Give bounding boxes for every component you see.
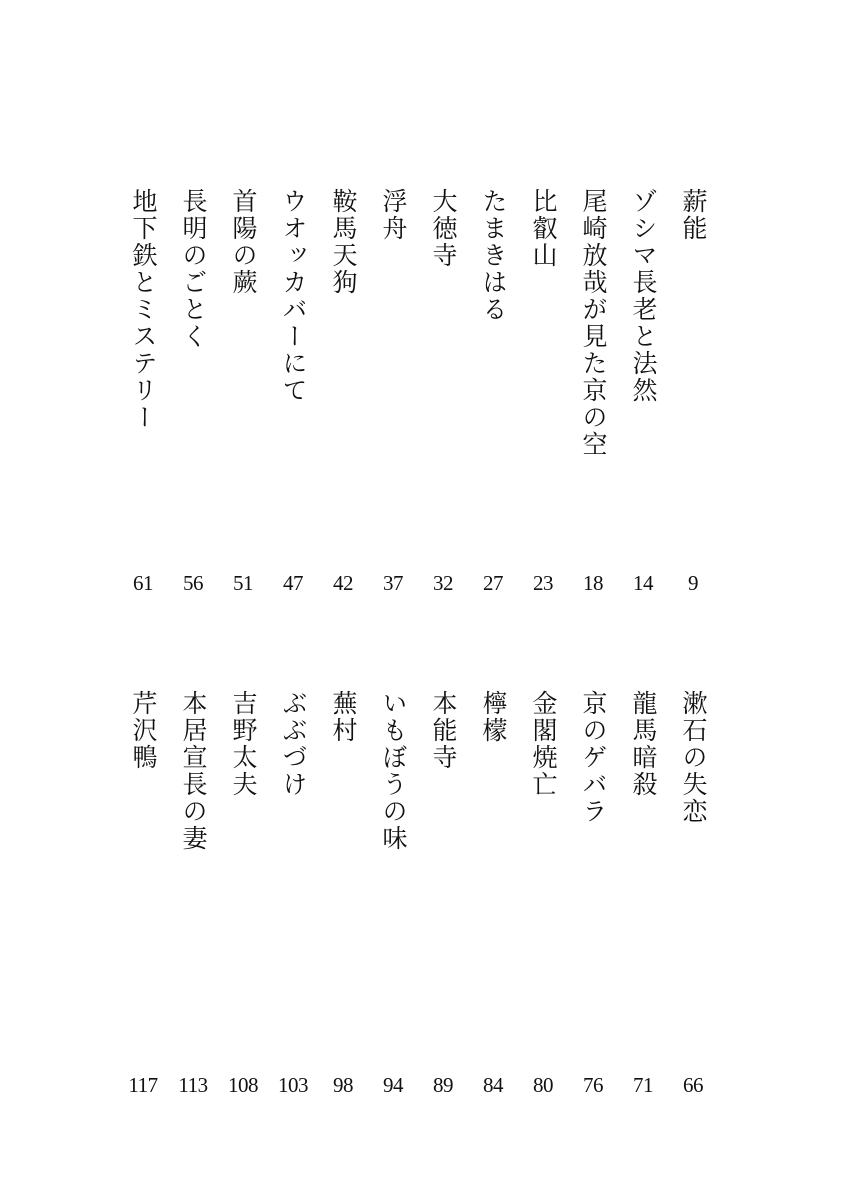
toc-entry-page: 80	[533, 1073, 553, 1097]
toc-block-top	[0, 188, 841, 608]
toc-entry-title: 金閣焼亡	[529, 690, 558, 798]
toc-entry-title: 吉野太夫	[229, 690, 258, 798]
toc-entry-title: ぶぶづけ	[279, 690, 308, 798]
toc-entry-title: 鞍馬天狗	[329, 188, 358, 296]
toc-entry[interactable]	[668, 188, 718, 608]
toc-entry-page: 113	[178, 1073, 208, 1097]
toc-entry[interactable]	[568, 690, 618, 1110]
toc-entry[interactable]	[268, 690, 318, 1110]
toc-entry[interactable]	[518, 690, 568, 1110]
toc-entry[interactable]	[418, 188, 468, 608]
toc-entry-page: 37	[383, 571, 403, 595]
toc-entry[interactable]	[368, 188, 418, 608]
toc-entry-page: 117	[128, 1073, 158, 1097]
toc-entry-title: 首陽の蕨	[229, 188, 258, 296]
toc-entry-title: 長明のごとく	[179, 188, 208, 350]
toc-entry-page: 108	[228, 1073, 258, 1097]
toc-entry-title: 地下鉄とミステリー	[129, 188, 158, 431]
toc-entry[interactable]	[168, 188, 218, 608]
toc-entry[interactable]	[618, 188, 668, 608]
toc-entry-page: 76	[583, 1073, 603, 1097]
toc-entry-page: 66	[683, 1073, 703, 1097]
toc-entry-page: 32	[433, 571, 453, 595]
toc-block-bottom	[0, 690, 841, 1110]
toc-entry[interactable]	[468, 188, 518, 608]
toc-entry[interactable]	[468, 690, 518, 1110]
toc-entry-page: 84	[483, 1073, 503, 1097]
toc-entry-page: 61	[133, 571, 153, 595]
toc-entry-page: 71	[633, 1073, 653, 1097]
toc-entry-title: 漱石の失恋	[679, 690, 708, 825]
toc-entry-title: 本居宣長の妻	[179, 690, 208, 852]
toc-entry-page: 9	[688, 571, 698, 595]
toc-entry[interactable]	[268, 188, 318, 608]
toc-entry-title: たまきはる	[479, 188, 508, 323]
toc-entry-title: 京のゲバラ	[579, 690, 608, 825]
toc-entry-title: 大徳寺	[429, 188, 458, 269]
toc-entry-title: 芹沢鴨	[129, 690, 158, 771]
toc-entry-title: いもぼうの味	[379, 690, 408, 852]
toc-entry[interactable]	[368, 690, 418, 1110]
toc-entry-page: 51	[233, 571, 253, 595]
toc-entry-title: 龍馬暗殺	[629, 690, 658, 798]
toc-entry[interactable]	[318, 188, 368, 608]
toc-entry-page: 42	[333, 571, 353, 595]
toc-entry-page: 98	[333, 1073, 353, 1097]
toc-entry-page: 14	[633, 571, 653, 595]
toc-entry[interactable]	[168, 690, 218, 1110]
toc-entry[interactable]	[618, 690, 668, 1110]
toc-entry-page: 23	[533, 571, 553, 595]
toc-entry-page: 27	[483, 571, 503, 595]
toc-entry[interactable]	[518, 188, 568, 608]
toc-entry-title: 檸檬	[479, 690, 508, 744]
toc-entry[interactable]	[218, 188, 268, 608]
toc-entry[interactable]	[568, 188, 618, 608]
toc-entry[interactable]	[418, 690, 468, 1110]
toc-entry-title: 比叡山	[529, 188, 558, 269]
toc-entry-page: 89	[433, 1073, 453, 1097]
toc-entry[interactable]	[668, 690, 718, 1110]
toc-entry-page: 47	[283, 571, 303, 595]
toc-entry-page: 56	[183, 571, 203, 595]
toc-entry-title: 薪能	[679, 188, 708, 242]
toc-entry-page: 94	[383, 1073, 403, 1097]
toc-entry-page: 103	[278, 1073, 308, 1097]
toc-entry-title: ウオッカバーにて	[279, 188, 308, 404]
toc-entry-title: 尾崎放哉が見た京の空	[579, 188, 608, 458]
toc-entry-page: 18	[583, 571, 603, 595]
toc-entry[interactable]	[118, 188, 168, 608]
toc-entry-title: 蕪村	[329, 690, 358, 744]
toc-entry-title: 本能寺	[429, 690, 458, 771]
toc-entry[interactable]	[318, 690, 368, 1110]
toc-entry[interactable]	[218, 690, 268, 1110]
toc-entry[interactable]	[118, 690, 168, 1110]
toc-entry-title: 浮舟	[379, 188, 408, 242]
toc-entry-title: ゾシマ長老と法然	[629, 188, 658, 404]
